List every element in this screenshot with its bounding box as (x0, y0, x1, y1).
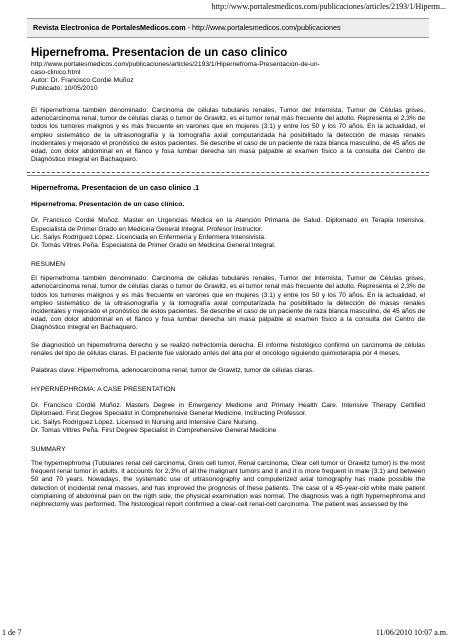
article-published: Publicado: 10/05/2010 (31, 85, 98, 92)
article-meta (31, 61, 429, 93)
article-author: Autor: Dr. Francisco Cordié Muñoz (31, 77, 134, 84)
english-author-1: Dr. Francisco Cordié Muñoz. Masters Degree in Emergency Medicine and Primary Health Care. Intensive Therapy Certified Diplomaed. First Degree Specialist in Comprehensive General Medicine. Instructing Professor. (31, 402, 425, 418)
browser-print-url: http://www.portalesmedicos.com/publicaciones/articles/2193/1/Hiperm... (211, 2, 446, 11)
author-2: Lic. Sailys Rodríguez López. Licenciada en Enfermería y Enfermera Intensivista. (31, 233, 266, 241)
site-url-link[interactable]: http://www.portalesmedicos.com/publicaciones (192, 23, 341, 32)
summary-text: The hypernephroma (Tubulares renal cell carcinoma, Greis cell tumor, Renal carcinoma, Clear cell tumor or Grawitz tumor) is the most frequent renal tumor in adults. It accounts for 2.3% of all the malignant tumors and it and it is more frequent in male (3:1) and between 50 and 70 years. Nowadays, the systematic use of ultrasonography and computerized axial tomography has made possible the detection of incidental renal masses, and has improved the prognosis of these patients. The case of a 45-year-old white male patient complaining of abdominal pain on the rigth side, the physical examination was normal. The diagnosis was a rigth hypernephroma and nephrectomy was performed. The histological report confirmed a clear-cell renal-cell carcinoma. The patient was assessed by the (31, 460, 425, 509)
keywords: Palabras clave: Hipernefroma, adenocarcinoma renal, tumor de Grawitz, tumor de células claras. (31, 367, 314, 375)
site-name: Revista Electronica de PortalesMedicos.com (33, 23, 186, 32)
article-url-line2[interactable]: caso-clinico.html (31, 69, 81, 76)
header-separator: - (185, 23, 192, 32)
english-author-3: Dr. Tomas Viltres Peña. First Degree Specialist in Comprehensive General Medicine (31, 426, 277, 434)
section-title: Hipernefroma. Presentacion de un caso clinico .1 (31, 183, 200, 193)
abstract-intro: El hipernefroma también denominado: Carcinoma de células tubulares renales, Tumor del Internista, Tumor de Células grises, adenocarcinoma renal, tumor de células claras o tumor de Grawitz, es el tumor renal más frecuente del adulto. Representa el 2,3% de todos los tumores malignos y es más frecuente en varones que en mujeres (3:1) y entre los 50 y los 70 años. En la actualidad, el empleo sistemático de la ultrasonografía y la tomografía axial computarizada ha posibilitado la detección de masas renales incidentales y mejorado el pronóstico de estos pacientes. Se describe el caso de un paciente de raza blanca masculino, de 45 años de edad, con dolor abdominal en el flanco y fosa lumbar derecha sin masa palpable al examen físico a la consulta del Centro de Diagnóstico Integral en Bachaquero. (31, 107, 425, 164)
site-header-bar (27, 18, 429, 38)
summary-heading: SUMMARY (31, 446, 66, 454)
article-url-line1[interactable]: http://www.portalesmedicos.com/publicaciones/articles/2193/1/Hipernefroma-Presentacion-de-un- (31, 61, 320, 68)
english-heading: HYPERNEPHROMA: A CASE PRESENTATION (31, 386, 176, 394)
english-author-2: Lic. Sailys Rodríguez López. Licensed in Nursing and Intensive Care Nursing. (31, 418, 258, 426)
section-divider (27, 172, 429, 176)
section-subtitle: Hipernefroma. Presentación de un caso clínico. (31, 201, 185, 209)
resumen-text: El hipernefroma también denominado: Carcinoma de células tubulares renales, Tumor del Internista, Tumor de Células grises, adenocarcinoma renal, tumor de células claras o tumor de Grawitz, es el tumor renal más frecuente del adulto. Representa el 2,3% de todos los tumores malignos y es más frecuente en varones que en mujeres (3:1) y entre los 50 y los 70 años. En la actualidad, el empleo sistemático de la ultrasonografía y la tomografía axial computarizada ha posibilitado la detección de masas renales incidentales y mejorado el pronóstico de estos pacientes. Se describe el caso de un paciente de raza blanca masculino, de 45 años de edad, con dolor abdominal en el flanco y fosa lumbar derecha sin masa palpable al examen físico a la consulta del Centro de Diagnóstico Integral en Bachaquero. (31, 275, 425, 332)
english-authors-block (31, 402, 425, 435)
authors-block (31, 217, 425, 250)
page-number: 1 de 7 (2, 628, 22, 637)
author-3: Dr. Tomás Viltres Peña. Especialista de Primer Grado en Medicina General Integral. (31, 242, 276, 250)
article-content (27, 18, 429, 509)
author-1: Dr. Francisco Cordié Muñoz. Master en Urgencias Médica en la Atención Primaria de Salud. Diplomado en Terapia Intensiva. Especialista de Primer Grado en Medicina General Integral. Profesor Instructor. (31, 217, 425, 233)
article-title: Hipernefroma. Presentacion de un caso clinico (31, 47, 288, 59)
print-datetime: 11/06/2010 10:07 a.m. (375, 628, 448, 637)
resumen-heading: RESUMEN (31, 261, 65, 269)
resumen-text-2: Se diagnosticó un hipernefroma derecho y se realizó nefrectomía derecha. El informe histológico confirmó un carcinoma de células renales del tipo de células claras. El paciente fue valorado antes del alta por el oncólogo siguiendo quimioterapia por 4 meses. (31, 341, 425, 357)
